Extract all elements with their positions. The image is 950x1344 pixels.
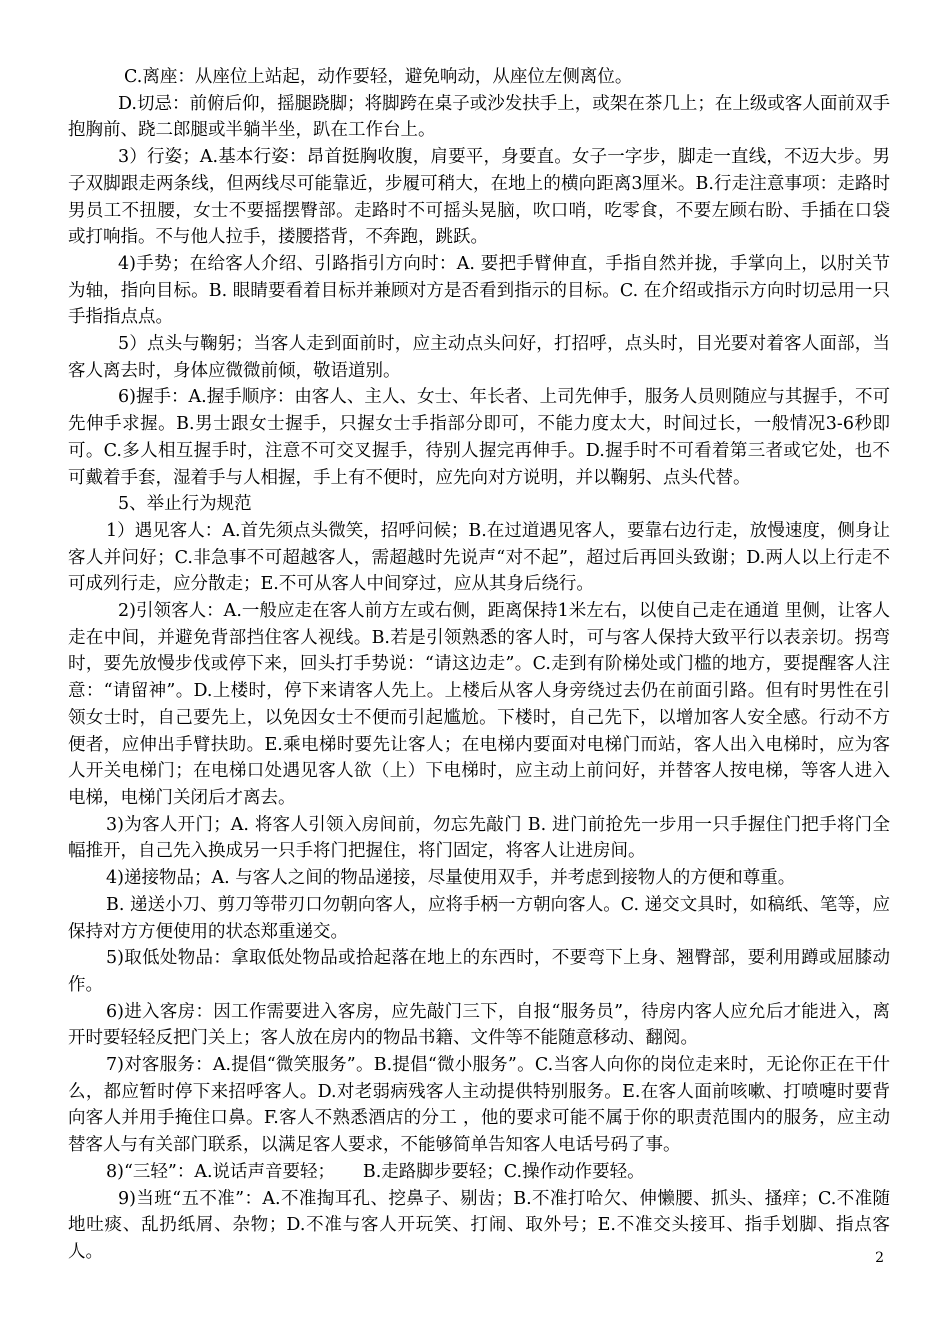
paragraph-three-light: 8)“三轻”：A.说话声音要轻； B.走路脚步要轻；C.操作动作要轻。 [106,1161,645,1182]
paragraph-gestures: 4)手势；在给客人介绍、引路指引方向时：A. 要把手臂伸直，手指自然并拢，手掌向上，以肘关节为轴，指向目标。B. 眼睛要看着目标并兼顾对方是否看到指示的目标。C. 在介绍或指示方向时切忌用一只手指指点点。 [68,253,890,328]
document-body [68,64,890,1266]
paragraph-passing-items: 4)递接物品；A. 与客人之间的物品递接，尽量使用双手，并考虑到接物人的方便和尊重。 [106,868,796,889]
paragraph-guest-service: 7)对客服务：A.提倡“微笑服务”。B.提倡“微小服务”。C.当客人向你的岗位走来时，无论你正在干什么，都应暂时停下来招呼客人。D.对老弱病残客人主动提供特别服务。E.在客人面前咳嗽、打喷嚏时要背向客人并用手掩住口鼻。F.客人不熟悉酒店的分工 ，他的要求可能不属于你的职责范围内的服务，应主动替客人与有关部门联系，以满足客人要求，不能够简单告知客人电话号码了事。 [68,1055,890,1156]
paragraph-passing-sharp-items: B. 递送小刀、剪刀等带刃口勿朝向客人，应将手柄一方朝向客人。C. 递交文具时，如稿纸、笔等，应保持对方方便使用的状态郑重递交。 [68,894,890,942]
paragraph-picking-up: 5)取低处物品：拿取低处物品或拾起落在地上的东西时，不要弯下上身、翘臀部，要利用蹲或屈膝动作。 [68,948,890,995]
paragraph-meeting-guests: 1）遇见客人：A.首先须点头微笑，招呼问候；B.在过道遇见客人，要靠右边行走，放慢速度，侧身让客人并问好；C.非急事不可超越客人，需超越时先说声“对不起”，超过后再回头致谢；D.两人以上行走不可成列行走，应分散走；E.不可从客人中间穿过，应从其身后绕行。 [68,520,890,595]
paragraph-walking: 3）行姿；A.基本行姿：昂首挺胸收腹，肩要平，身要直。女子一字步，脚走一直线，不迈大步。男子双脚跟走两条线，但两线尽可能靠近，步履可稍大，在地上的横向距离3厘米。B.行走注意事项：走路时男员工不扭腰，女士不要摇摆臀部。走路时不可摇头晃脑，吹口哨，吃零食，不要左顾右盼、手插在口袋或打响指。不与他人拉手，搂腰搭背，不奔跑，跳跃。 [68,147,890,248]
paragraph-five-prohibitions: 9)当班“五不准”：A.不准掏耳孔、挖鼻子、剔齿；B.不准打哈欠、伸懒腰、抓头、搔痒；C.不准随地吐痰、乱扔纸屑、杂物；D.不准与客人开玩笑、打闹、取外号；E.不准交头接耳、指手划脚、指点客人。 [68,1188,890,1262]
paragraph-taboos: D.切忌：前俯后仰，摇腿跷脚；将脚跨在桌子或沙发扶手上，或架在茶几上；在上级或客人面前双手抱胸前、跷二郎腿或半躺半坐，趴在工作台上。 [68,93,890,141]
paragraph-handshake: 6)握手：A.握手顺序：由客人、主人、女士、年长者、上司先伸手，服务人员则随应与其握手，不可先伸手求握。B.男士跟女士握手，只握女士手指部分即可，不能力度太大，时间过长，一般情况3-6秒即可。C.多人相互握手时，注意不可交叉握手，待别人握完再伸手。D.握手时不可看着第三者或它处，也不可戴着手套，湿着手与人相握，手上有不便时，应先向对方说明，并以鞠躬、点头代替。 [68,387,890,488]
paragraph-guiding-guests: 2)引领客人：A.一般应走在客人前方左或右侧，距离保持1米左右，以使自己走在通道 里侧，让客人走在中间，并避免背部挡住客人视线。B.若是引领熟悉的客人时，可与客人保持大致平行以表亲切。拐弯时，要先放慢步伐或停下来，回头打手势说：“请这边走”。C.走到有阶梯处或门槛的地方，要提醒客人注意：“请留神”。D.上楼时，停下来请客人先上。上楼后从客人身旁绕过去仍在前面引路。但有时男性在引领女士时，自己要先上，以免因女士不便而引起尴尬。下楼时，自己先下，以增加客人安全感。行动不方便者，应伸出手臂扶助。E.乘电梯时要先让客人；在电梯内要面对电梯门而站，客人出入电梯时，应为客人开关电梯门；在电梯口处遇见客人欲（上）下电梯时，应主动上前问好，并替客人按电梯，等客人进入电梯，电梯门关闭后才离去。 [68,601,890,808]
page-number: 2 [875,1250,884,1266]
section-heading-behavior: 5、举止行为规范 [118,494,252,515]
paragraph-nod-bow: 5）点头与鞠躬；当客人走到面前时，应主动点头问好，打招呼，点头时，目光要对着客人面部，当客人离去时，身体应微微前倾，敬语道别。 [68,334,890,381]
paragraph-entering-room: 6)进入客房：因工作需要进入客房，应先敲门三下，自报“服务员”，待房内客人应允后才能进入，离开时要轻轻反把门关上；客人放在房内的物品书籍、文件等不能随意移动、翻阅。 [68,1001,890,1049]
paragraph-opening-door: 3)为客人开门；A. 将客人引领入房间前，勿忘先敲门 B. 进门前抢先一步用一只手握住门把手将门全幅推开，自己先入换成另一只手将门把握住，将门固定，将客人让进房间。 [68,814,890,862]
paragraph-leave-seat: C.离座：从座位上站起，动作要轻，避免响动，从座位左侧离位。 [124,67,633,87]
